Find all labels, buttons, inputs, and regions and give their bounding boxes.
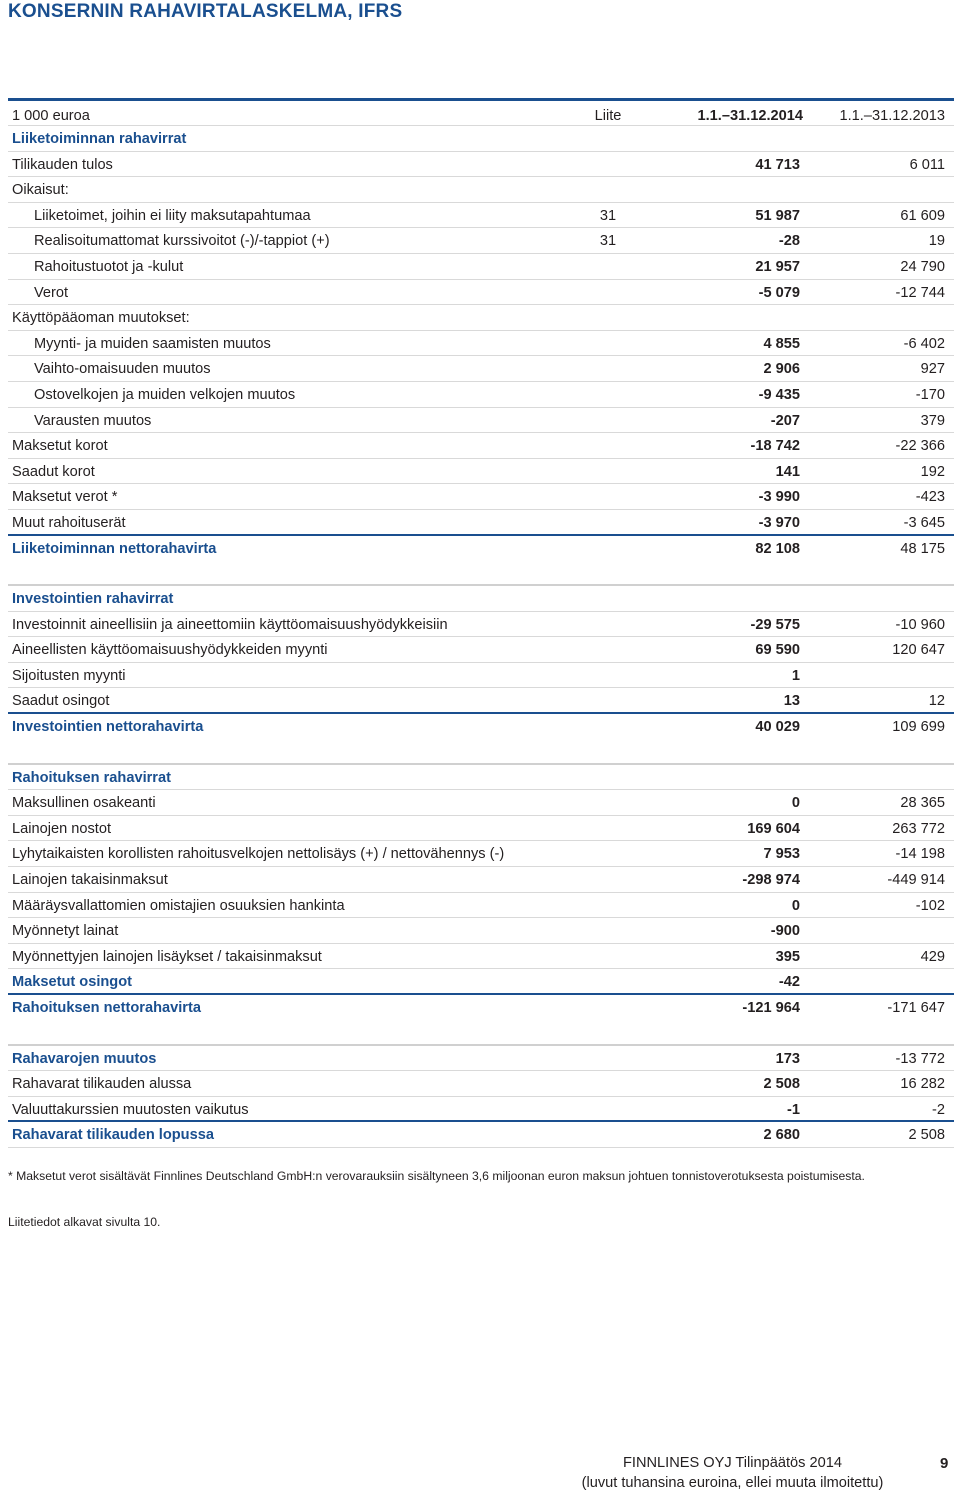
value-2013: 24 790 — [900, 258, 945, 275]
value-2014: -900 — [770, 923, 800, 940]
table-row — [8, 228, 954, 254]
table-row — [8, 765, 954, 791]
row-label: Investoinnit aineellisiin ja aineettomiin käyttöomaisuushyödykkeisiin — [12, 616, 448, 633]
value-2014: 82 108 — [755, 540, 800, 557]
value-2013: -2 — [932, 1101, 945, 1118]
table-row — [8, 841, 954, 867]
table-header — [8, 98, 954, 126]
row-label: Rahavarojen muutos — [12, 1050, 157, 1067]
table-row — [8, 969, 954, 995]
row-label: Investointien nettorahavirta — [12, 719, 204, 736]
table-row — [8, 433, 954, 459]
value-2013: -170 — [915, 386, 945, 403]
table-row — [8, 280, 954, 306]
row-label: Maksetut osingot — [12, 974, 132, 991]
value-2013: 28 365 — [900, 795, 945, 812]
value-2013: 16 282 — [900, 1076, 945, 1093]
table-row — [8, 126, 954, 152]
value-2013: -10 960 — [895, 616, 945, 633]
section-heading-financing: Rahoituksen rahavirrat — [12, 769, 171, 786]
table-row — [8, 254, 954, 280]
note-ref: 31 — [599, 207, 617, 224]
footer-company: FINNLINES OYJ Tilinpäätös 2014 — [622, 1455, 842, 1471]
value-2013: -423 — [915, 489, 945, 506]
value-2013: 192 — [920, 463, 945, 480]
table-row-total — [8, 995, 954, 1021]
row-label: Liiketoimet, joihin ei liity maksutapahtumaa — [34, 207, 311, 224]
value-2014: -29 575 — [750, 616, 800, 633]
table-row — [8, 816, 954, 842]
value-2013: -22 366 — [895, 438, 945, 455]
page-number: 9 — [940, 1455, 949, 1472]
row-label: Tilikauden tulos — [12, 156, 113, 173]
value-2014: 0 — [791, 795, 800, 812]
value-2013: 109 699 — [892, 719, 945, 736]
row-label: Saadut osingot — [12, 693, 110, 710]
value-2014: -9 435 — [758, 386, 800, 403]
row-label: Lyhytaikaisten korollisten rahoitusvelkojen nettolisäys (+) / nettovähennys (-) — [12, 846, 505, 863]
row-label: Käyttöpääoman muutokset: — [12, 310, 190, 327]
value-2014: -1 — [787, 1101, 800, 1118]
value-2013: 2 508 — [908, 1127, 945, 1144]
value-2014: 173 — [775, 1050, 800, 1067]
value-2014: 21 957 — [755, 258, 800, 275]
section-heading-operating: Liiketoiminnan rahavirrat — [12, 131, 187, 147]
row-label: Rahavarat tilikauden alussa — [12, 1076, 192, 1093]
row-label: Lainojen takaisinmaksut — [12, 872, 168, 889]
value-2014: 2 680 — [763, 1127, 800, 1144]
row-label: Rahavarat tilikauden lopussa — [12, 1127, 214, 1144]
table-row — [8, 893, 954, 919]
row-label: Rahoituksen nettorahavirta — [12, 1000, 201, 1016]
row-label: Ostovelkojen ja muiden velkojen muutos — [34, 386, 296, 403]
value-2013: 12 — [928, 693, 945, 710]
table-row — [8, 177, 954, 203]
value-2013: 263 772 — [892, 820, 945, 837]
section-spacer — [8, 740, 954, 765]
value-2014: -42 — [778, 974, 800, 991]
note-column-header: Liite — [594, 108, 622, 124]
table-row — [8, 586, 954, 612]
tax-footnote: * Maksetut verot sisältävät Finnlines Deutschland GmbH:n verovarauksiin sisältyneen 3,6 miljoonan euron maksun johtuen tonnistoverotuksesta poistumisesta. — [8, 1169, 865, 1183]
table-row — [8, 637, 954, 663]
table-row — [8, 152, 954, 178]
table-row — [8, 867, 954, 893]
value-2014: -18 742 — [750, 438, 800, 455]
row-label: Liiketoiminnan nettorahavirta — [12, 540, 217, 557]
value-2013: 61 609 — [900, 207, 945, 224]
value-2013: 48 175 — [900, 540, 945, 557]
row-label: Rahoitustuotot ja -kulut — [34, 258, 184, 275]
period-2014-header: 1.1.–31.12.2014 — [697, 108, 803, 124]
value-2014: 141 — [775, 463, 800, 480]
row-label: Myynti- ja muiden saamisten muutos — [34, 335, 271, 352]
table-row — [8, 305, 954, 331]
table-row-total — [8, 714, 954, 740]
value-2013: -14 198 — [895, 846, 945, 863]
row-label: Aineellisten käyttöomaisuushyödykkeiden myynti — [12, 642, 328, 659]
table-row — [8, 331, 954, 357]
table-row — [8, 944, 954, 970]
value-2013: -171 647 — [887, 1000, 945, 1016]
value-2013: 6 011 — [909, 156, 945, 173]
value-2013: -3 645 — [903, 514, 945, 531]
value-2014: 395 — [775, 948, 800, 965]
value-2014: 41 713 — [755, 156, 800, 173]
value-2014: 169 604 — [747, 820, 800, 837]
table-row — [8, 356, 954, 382]
row-label: Vaihto-omaisuuden muutos — [34, 361, 211, 378]
value-2014: -5 079 — [758, 284, 800, 301]
value-2014: -207 — [770, 412, 800, 429]
value-2014: 69 590 — [755, 642, 800, 659]
footer-units-note: (luvut tuhansina euroina, ellei muuta ilmoitettu) — [581, 1475, 884, 1491]
value-2014: 7 953 — [763, 846, 800, 863]
value-2014: 2 508 — [763, 1076, 800, 1093]
value-2013: -13 772 — [895, 1050, 945, 1067]
value-2014: 40 029 — [755, 719, 800, 736]
table-row — [8, 484, 954, 510]
value-2014: 13 — [783, 693, 800, 710]
row-label: Oikaisut: — [12, 182, 69, 199]
row-label: Maksetut verot * — [12, 489, 118, 506]
row-label: Varausten muutos — [34, 412, 152, 429]
section-spacer — [8, 561, 954, 586]
row-label: Lainojen nostot — [12, 820, 111, 837]
row-label: Myönnetyt lainat — [12, 923, 119, 940]
table-row — [8, 382, 954, 408]
table-row — [8, 459, 954, 485]
table-row — [8, 203, 954, 229]
value-2014: -28 — [778, 233, 800, 250]
row-label: Maksetut korot — [12, 438, 108, 455]
table-row-total — [8, 536, 954, 562]
value-2013: -6 402 — [903, 335, 945, 352]
row-label: Verot — [34, 284, 69, 301]
value-2013: 429 — [920, 948, 945, 965]
table-row — [8, 408, 954, 434]
table-row — [8, 663, 954, 689]
row-label: Sijoitusten myynti — [12, 667, 126, 684]
section-heading-investing: Investointien rahavirrat — [12, 591, 174, 608]
section-spacer — [8, 1021, 954, 1046]
unit-label: 1 000 euroa — [12, 108, 90, 124]
row-label: Maksullinen osakeanti — [12, 795, 156, 812]
page-title: KONSERNIN RAHAVIRTALASKELMA, IFRS — [8, 1, 403, 22]
value-2014: -3 990 — [758, 489, 800, 506]
row-label: Myönnettyjen lainojen lisäykset / takaisinmaksut — [12, 948, 322, 965]
table-row — [8, 1097, 954, 1123]
row-label: Saadut korot — [12, 463, 95, 480]
table-row — [8, 790, 954, 816]
period-2013-header: 1.1.–31.12.2013 — [839, 108, 945, 124]
value-2013: -102 — [915, 897, 945, 914]
value-2014: 51 987 — [755, 207, 800, 224]
value-2013: 379 — [920, 412, 945, 429]
table-row — [8, 510, 954, 536]
value-2014: 2 906 — [763, 361, 800, 378]
row-label: Määräysvallattomien omistajien osuuksien hankinta — [12, 897, 345, 914]
table-row — [8, 1046, 954, 1072]
table-row — [8, 1071, 954, 1097]
table-row — [8, 918, 954, 944]
value-2013: 19 — [928, 233, 945, 250]
value-2014: -3 970 — [758, 514, 800, 531]
value-2014: 4 855 — [763, 335, 800, 352]
value-2013: -12 744 — [895, 284, 945, 301]
cashflow-table — [8, 98, 954, 1148]
value-2014: 0 — [791, 897, 800, 914]
value-2014: -298 974 — [742, 872, 800, 889]
value-2014: 1 — [791, 667, 800, 684]
value-2014: -121 964 — [742, 1000, 800, 1016]
value-2013: -449 914 — [887, 872, 945, 889]
table-row-total — [8, 1122, 954, 1148]
page-footer — [560, 1453, 905, 1493]
value-2013: 927 — [920, 361, 945, 378]
notes-reference: Liitetiedot alkavat sivulta 10. — [8, 1215, 161, 1229]
row-label: Realisoitumattomat kurssivoitot (-)/-tappiot (+) — [34, 233, 330, 250]
value-2013: 120 647 — [892, 642, 945, 659]
table-row — [8, 688, 954, 714]
note-ref: 31 — [599, 233, 617, 250]
row-label: Valuuttakurssien muutosten vaikutus — [12, 1101, 249, 1118]
row-label: Muut rahoituserät — [12, 514, 126, 531]
table-row — [8, 612, 954, 638]
